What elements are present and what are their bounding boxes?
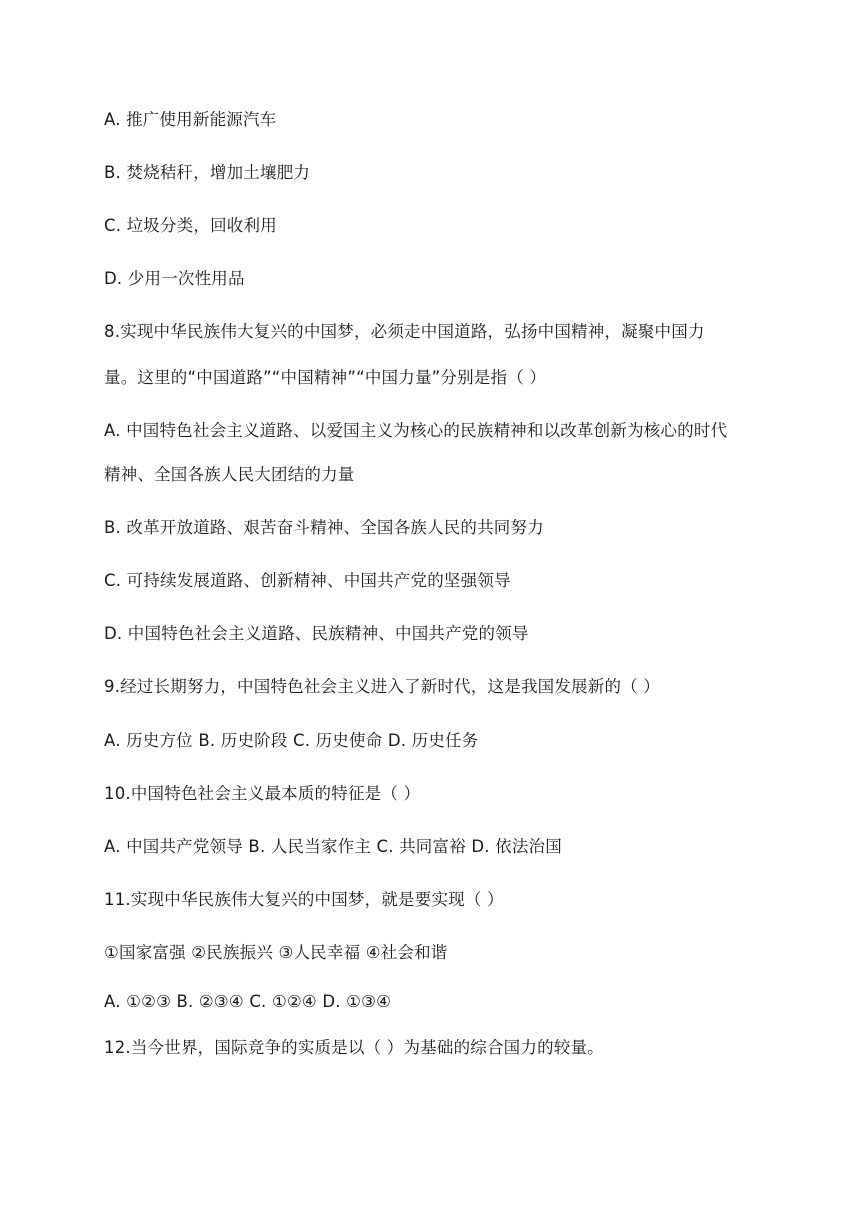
statements-q11: ①国家富强 ②民族振兴 ③人民幸福 ④社会和谐 xyxy=(104,943,448,962)
question-8-line-1: 8.实现中华民族伟大复兴的中国梦，必须走中国道路，弘扬中国精神，凝聚中国力 xyxy=(104,322,705,341)
option-b-q8: B. 改革开放道路、艰苦奋斗精神、全国各族人民的共同努力 xyxy=(104,518,544,537)
option-a-q8-line-1: A. 中国特色社会主义道路、以爱国主义为核心的民族精神和以改革创新为核心的时代 xyxy=(104,421,728,440)
option-c-q7: C. 垃圾分类，回收利用 xyxy=(104,216,277,235)
option-a-q8-line-2: 精神、全国各族人民大团结的力量 xyxy=(104,465,355,484)
question-12: 12.当今世界，国际竞争的实质是以（ ）为基础的综合国力的较量。 xyxy=(104,1038,604,1057)
option-a-q7: A. 推广使用新能源汽车 xyxy=(104,110,277,129)
option-d-q7: D. 少用一次性用品 xyxy=(104,269,245,288)
question-8-line-2: 量。这里的“中国道路”“中国精神”“中国力量”分别是指（ ） xyxy=(104,368,547,387)
question-11: 11.实现中华民族伟大复兴的中国梦，就是要实现（ ） xyxy=(104,890,504,909)
option-b-q7: B. 焚烧秸秆，增加土壤肥力 xyxy=(104,163,311,182)
question-9: 9.经过长期努力，中国特色社会主义进入了新时代，这是我国发展新的（ ） xyxy=(104,677,660,696)
options-q11: A. ①②③ B. ②③④ C. ①②④ D. ①③④ xyxy=(104,992,392,1011)
question-10: 10.中国特色社会主义最本质的特征是（ ） xyxy=(104,784,421,803)
options-q10: A. 中国共产党领导 B. 人民当家作主 C. 共同富裕 D. 依法治国 xyxy=(104,837,562,856)
option-d-q8: D. 中国特色社会主义道路、民族精神、中国共产党的领导 xyxy=(104,624,529,643)
option-c-q8: C. 可持续发展道路、创新精神、中国共产党的坚强领导 xyxy=(104,571,511,590)
options-q9: A. 历史方位 B. 历史阶段 C. 历史使命 D. 历史任务 xyxy=(104,731,479,750)
